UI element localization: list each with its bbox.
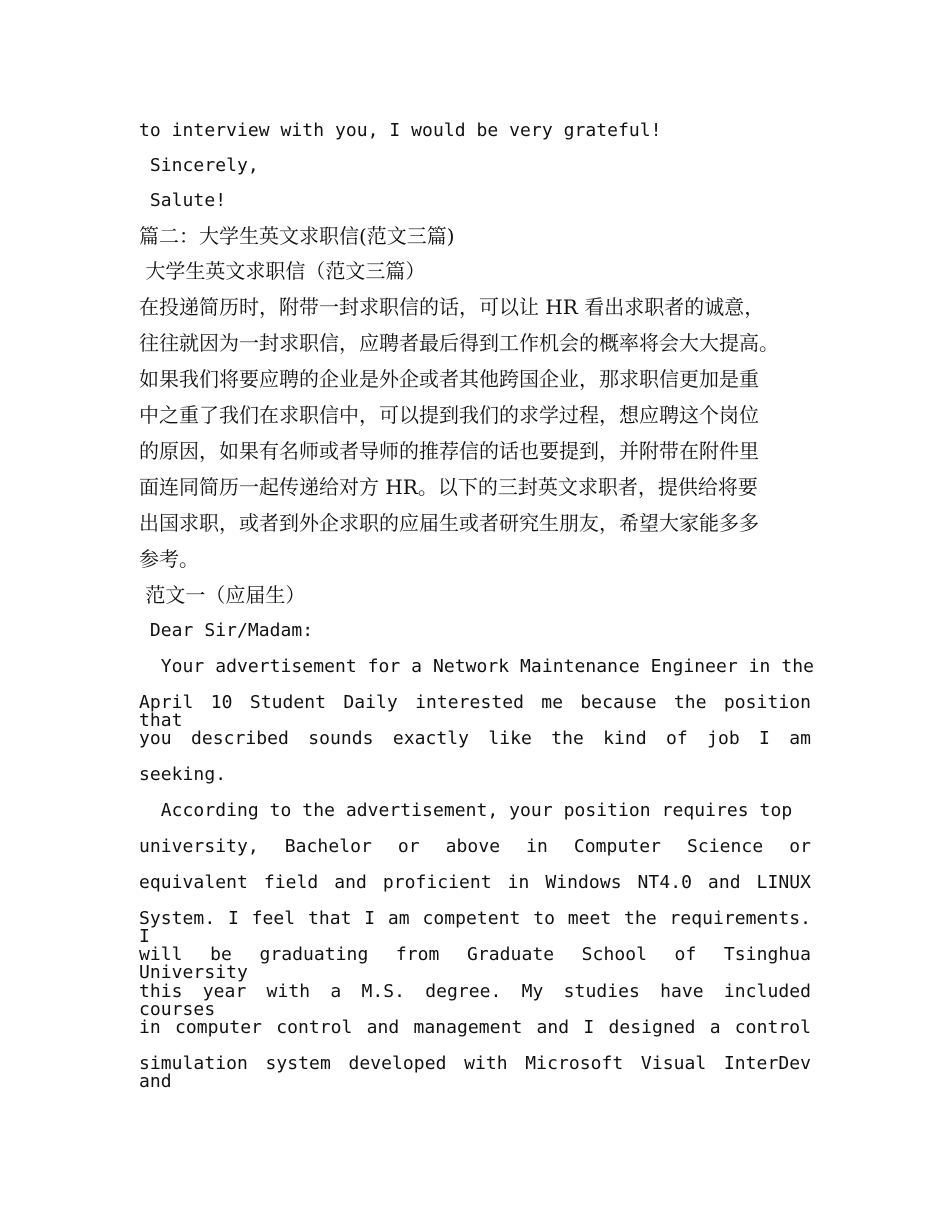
text-line: equivalent field and proficient in Windows NT4.0 and LINUX (139, 872, 811, 893)
text-line: 出国求职，或者到外企求职的应届生或者研究生朋友，希望大家能多多 (139, 511, 759, 535)
text-line: to interview with you, I would be very grateful! (139, 120, 662, 141)
text-line: System. I feel that I am competent to meet the requirements. I (139, 908, 811, 947)
text-line: 往往就因为一封求职信，应聘者最后得到工作机会的概率将会大大提高。 (139, 331, 779, 355)
text-line: Sincerely, (139, 155, 259, 176)
sample-heading: 范文一（应届生） (139, 583, 306, 607)
text-line: Your advertisement for a Network Maintenance Engineer in the (139, 656, 814, 677)
text-line: 在投递简历时，附带一封求职信的话，可以让 HR 看出求职者的诚意， (139, 295, 765, 319)
text-line: Salute! (139, 190, 227, 211)
text-line: 的原因，如果有名师或者导师的推荐信的话也要提到，并附带在附件里 (139, 439, 759, 463)
text-line: seeking. (139, 764, 227, 785)
section-heading: 篇二：大学生英文求职信(范文三篇) (139, 224, 455, 248)
text-line: this year with a M.S. degree. My studies have included courses (139, 981, 811, 1020)
text-line: 中之重了我们在求职信中，可以提到我们的求学过程，想应聘这个岗位 (139, 403, 759, 427)
text-line: 面连同简历一起传递给对方 HR。以下的三封英文求职者，提供给将要 (139, 475, 758, 499)
text-line: 参考。 (139, 547, 199, 571)
text-line: you described sounds exactly like the kind of job I am (139, 728, 811, 749)
section-subheading: 大学生英文求职信（范文三篇） (139, 259, 426, 283)
text-line: 如果我们将要应聘的企业是外企或者其他跨国企业，那求职信更加是重 (139, 367, 759, 391)
salutation: Dear Sir/Madam: (139, 620, 314, 641)
text-line: will be graduating from Graduate School of Tsinghua University (139, 944, 811, 983)
text-line: simulation system developed with Microsoft Visual InterDev and (139, 1053, 811, 1092)
text-line: in computer control and management and I designed a control (139, 1017, 811, 1038)
text-line: April 10 Student Daily interested me because the position that (139, 692, 811, 731)
text-line: university, Bachelor or above in Computer Science or (139, 836, 811, 857)
text-line: According to the advertisement, your position requires top (139, 800, 793, 821)
